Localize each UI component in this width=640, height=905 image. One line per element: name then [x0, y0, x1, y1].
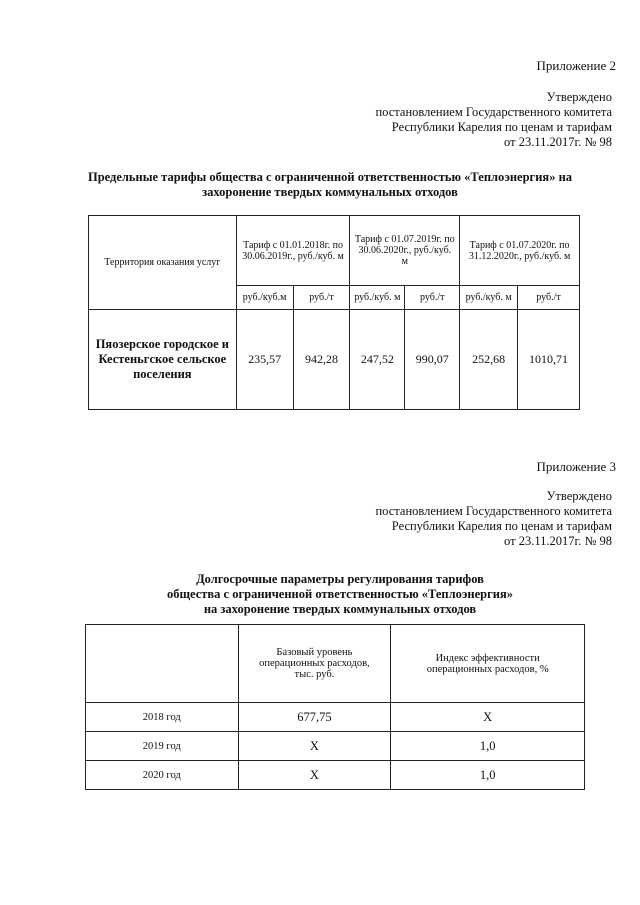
unit-cell: руб./куб.м: [236, 286, 293, 310]
appendix-3-title: [120, 572, 560, 617]
appendix-2-title: [70, 170, 590, 200]
value-cell: 990,07: [405, 310, 460, 410]
header-efficiency-index: Индекс эффективности операционных расходов, %: [391, 625, 585, 703]
base-cell: 677,75: [238, 703, 391, 732]
base-cell: Х: [238, 732, 391, 761]
approval-line: от 23.11.2017г. № 98: [504, 534, 612, 548]
year-cell: 2019 год: [86, 732, 239, 761]
appendix-3-label: Приложение 3: [536, 459, 616, 474]
approval-line: постановлением Государственного комитета: [375, 105, 612, 119]
table-row: [89, 310, 580, 410]
approval-line: Республики Карелия по ценам и тарифам: [391, 120, 612, 134]
table-row: [86, 703, 585, 732]
header-period-1: Тариф с 01.01.2018г. по 30.06.2019г., руб./куб. м: [236, 216, 350, 286]
territory-name: Пяозерское городское и Кестеньгское сельское поселения: [89, 310, 237, 410]
approval-line: Республики Карелия по ценам и тарифам: [391, 519, 612, 533]
title-line: Долгосрочные параметры регулирования тарифов: [196, 572, 484, 586]
title-line: общества с ограниченной ответственностью «Теплоэнергия»: [166, 587, 514, 601]
title-line: Предельные тарифы общества с ограниченной ответственностью «Теплоэнергия» на: [87, 170, 573, 184]
value-cell: 247,52: [350, 310, 405, 410]
approval-line: от 23.11.2017г. № 98: [504, 135, 612, 149]
title-line: захоронение твердых коммунальных отходов: [202, 185, 458, 199]
header-base-level: Базовый уровень операционных расходов, тыс. руб.: [238, 625, 391, 703]
approval-line: Утверждено: [546, 90, 612, 104]
year-cell: 2018 год: [86, 703, 239, 732]
value-cell: 942,28: [293, 310, 350, 410]
header-period-3: Тариф с 01.07.2020г. по 31.12.2020г., руб./куб. м: [460, 216, 580, 286]
unit-cell: руб./т: [405, 286, 460, 310]
tariffs-table: [88, 215, 580, 410]
unit-cell: руб./куб. м: [460, 286, 518, 310]
value-cell: 1010,71: [518, 310, 580, 410]
index-cell: Х: [391, 703, 585, 732]
index-cell: 1,0: [391, 761, 585, 790]
approval-line: постановлением Государственного комитета: [375, 504, 612, 518]
unit-cell: руб./куб. м: [350, 286, 405, 310]
header-period-2: Тариф с 01.07.2019г. по 30.06.2020г., руб./куб. м: [350, 216, 460, 286]
approval-line: Утверждено: [546, 489, 612, 503]
value-cell: 235,57: [236, 310, 293, 410]
year-cell: 2020 год: [86, 761, 239, 790]
parameters-table: [85, 624, 585, 790]
appendix-2-label: Приложение 2: [536, 58, 616, 73]
header-territory: Территория оказания услуг: [89, 216, 237, 310]
appendix-2-approval: [375, 90, 612, 150]
appendix-3-approval: [375, 489, 612, 549]
table-row: [86, 761, 585, 790]
table-row: [86, 732, 585, 761]
unit-cell: руб./т: [518, 286, 580, 310]
value-cell: 252,68: [460, 310, 518, 410]
header-empty: [86, 625, 239, 703]
unit-cell: руб./т: [293, 286, 350, 310]
index-cell: 1,0: [391, 732, 585, 761]
title-line: на захоронение твердых коммунальных отходов: [203, 602, 477, 616]
base-cell: Х: [238, 761, 391, 790]
